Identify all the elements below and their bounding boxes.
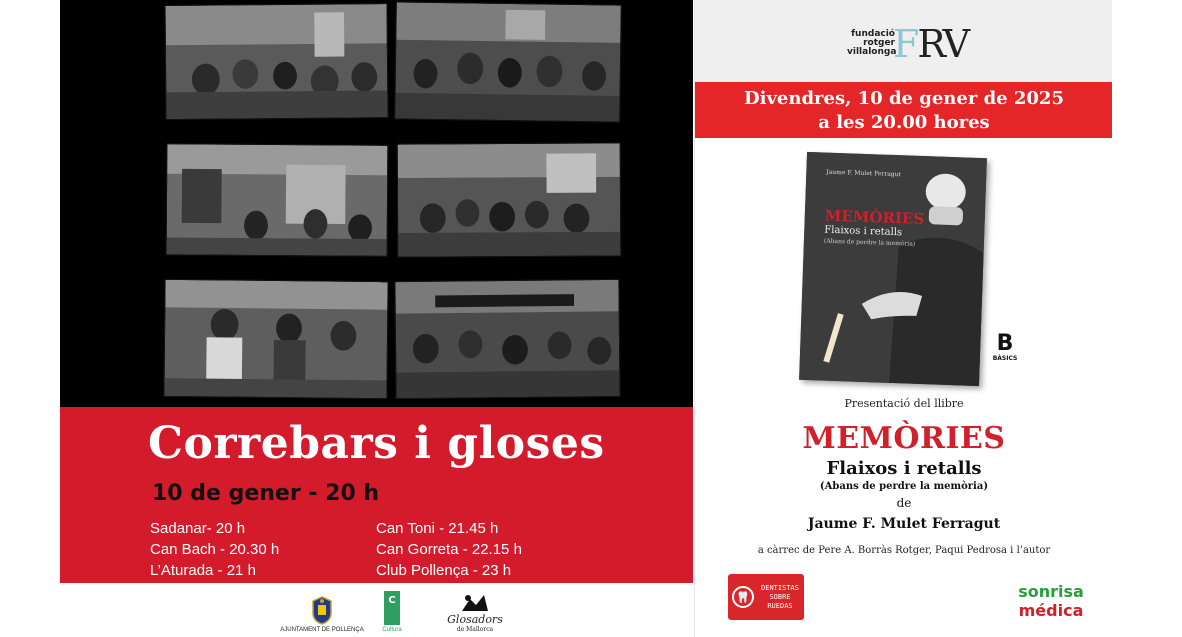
glosadors-name: Glosadors bbox=[447, 613, 503, 626]
date-banner bbox=[695, 82, 1112, 138]
foundation-header bbox=[695, 0, 1112, 82]
foundation-line: fundació bbox=[851, 29, 895, 39]
schedule-item: Can Bach - 20.30 h bbox=[150, 541, 280, 558]
book-cover-author: Jaume F. Mulet Ferragut bbox=[826, 168, 902, 179]
sonrisa-line2: médica bbox=[1018, 601, 1084, 620]
photo-bar-crowd-3 bbox=[166, 143, 389, 257]
svg-text:C: C bbox=[388, 595, 396, 606]
book-cover-title: MEMÒRIES bbox=[824, 206, 925, 229]
photo-bar-crowd-6 bbox=[394, 279, 620, 399]
dentistas-text: DENTISTAS SOBRE RUEDAS bbox=[761, 583, 799, 610]
book-author: Jaume F. Mulet Ferragut bbox=[807, 516, 1001, 532]
cultura-mark-icon bbox=[384, 591, 400, 625]
foundation-line: rotger bbox=[863, 38, 895, 48]
basics-label: BÀSICS bbox=[992, 355, 1018, 362]
photo-bar-crowd-1 bbox=[165, 3, 389, 120]
coat-of-arms-icon bbox=[311, 595, 333, 625]
presenters-credits: a càrrec de Pere A. Borràs Rotger, Paqui Pedrosa i l’autor bbox=[757, 545, 1051, 556]
ajuntament-caption: AJUNTAMENT DE POLLENÇA bbox=[280, 627, 364, 633]
photo-bar-crowd-4 bbox=[397, 142, 622, 257]
book-cover-subtitle2: (Abans de perdre la memòria) bbox=[823, 237, 916, 248]
schedule-item: Can Gorreta - 22.15 h bbox=[376, 541, 522, 558]
cultura-caption: Cultura bbox=[382, 627, 402, 633]
frv-f: F bbox=[893, 22, 918, 66]
schedule-column-2 bbox=[376, 518, 522, 581]
foundation-line: villalonga bbox=[847, 47, 897, 57]
book-cover bbox=[799, 152, 987, 386]
book-presentation-poster bbox=[694, 0, 1112, 637]
banner-time: a les 20.00 hores bbox=[818, 112, 990, 133]
photo-bar-crowd-5 bbox=[163, 279, 388, 399]
basics-publisher-logo bbox=[992, 333, 1018, 362]
banner-date: Divendres, 10 de gener de 2025 bbox=[744, 88, 1064, 109]
dentistas-sobre-ruedas-logo bbox=[728, 574, 804, 620]
glosadors-sub: de Mallorca bbox=[456, 626, 494, 633]
guitarist-icon bbox=[458, 593, 492, 613]
poster-title: Correbars i gloses bbox=[148, 418, 605, 469]
book-cover-subtitle: Flaixos i retalls bbox=[824, 224, 903, 239]
frv-rest: RV bbox=[917, 22, 969, 66]
schedule-item: Club Pollença - 23 h bbox=[376, 562, 512, 579]
event-date: 10 de gener - 20 h bbox=[152, 481, 380, 506]
logo-strip bbox=[60, 583, 693, 637]
glosadors-logo bbox=[445, 587, 505, 633]
schedule-item: L’Aturada - 21 h bbox=[150, 562, 256, 579]
book-subtitle: Flaixos i retalls bbox=[826, 458, 982, 479]
schedule-item: Sadanar- 20 h bbox=[150, 520, 246, 537]
frv-logo bbox=[893, 24, 968, 64]
book-subtitle-note: (Abans de perdre la memòria) bbox=[819, 481, 989, 492]
schedule-item: Can Toni - 21.45 h bbox=[376, 520, 499, 537]
cultura-logo bbox=[380, 587, 404, 633]
presentation-intro: Presentació del llibre bbox=[844, 397, 964, 410]
by-word: de bbox=[896, 496, 912, 510]
correbars-poster bbox=[60, 0, 693, 637]
book-title: MEMÒRIES bbox=[802, 421, 1006, 456]
basics-mark: B bbox=[996, 331, 1014, 356]
foundation-name bbox=[847, 30, 895, 57]
sonrisa-medica-logo bbox=[1001, 582, 1101, 620]
tooth-icon: 🦷 bbox=[732, 586, 754, 608]
schedule-column-1 bbox=[150, 518, 279, 581]
sonrisa-line1: sonrisa bbox=[1018, 582, 1084, 601]
ajuntament-logo bbox=[280, 587, 364, 633]
photo-bar-crowd-2 bbox=[394, 1, 622, 122]
